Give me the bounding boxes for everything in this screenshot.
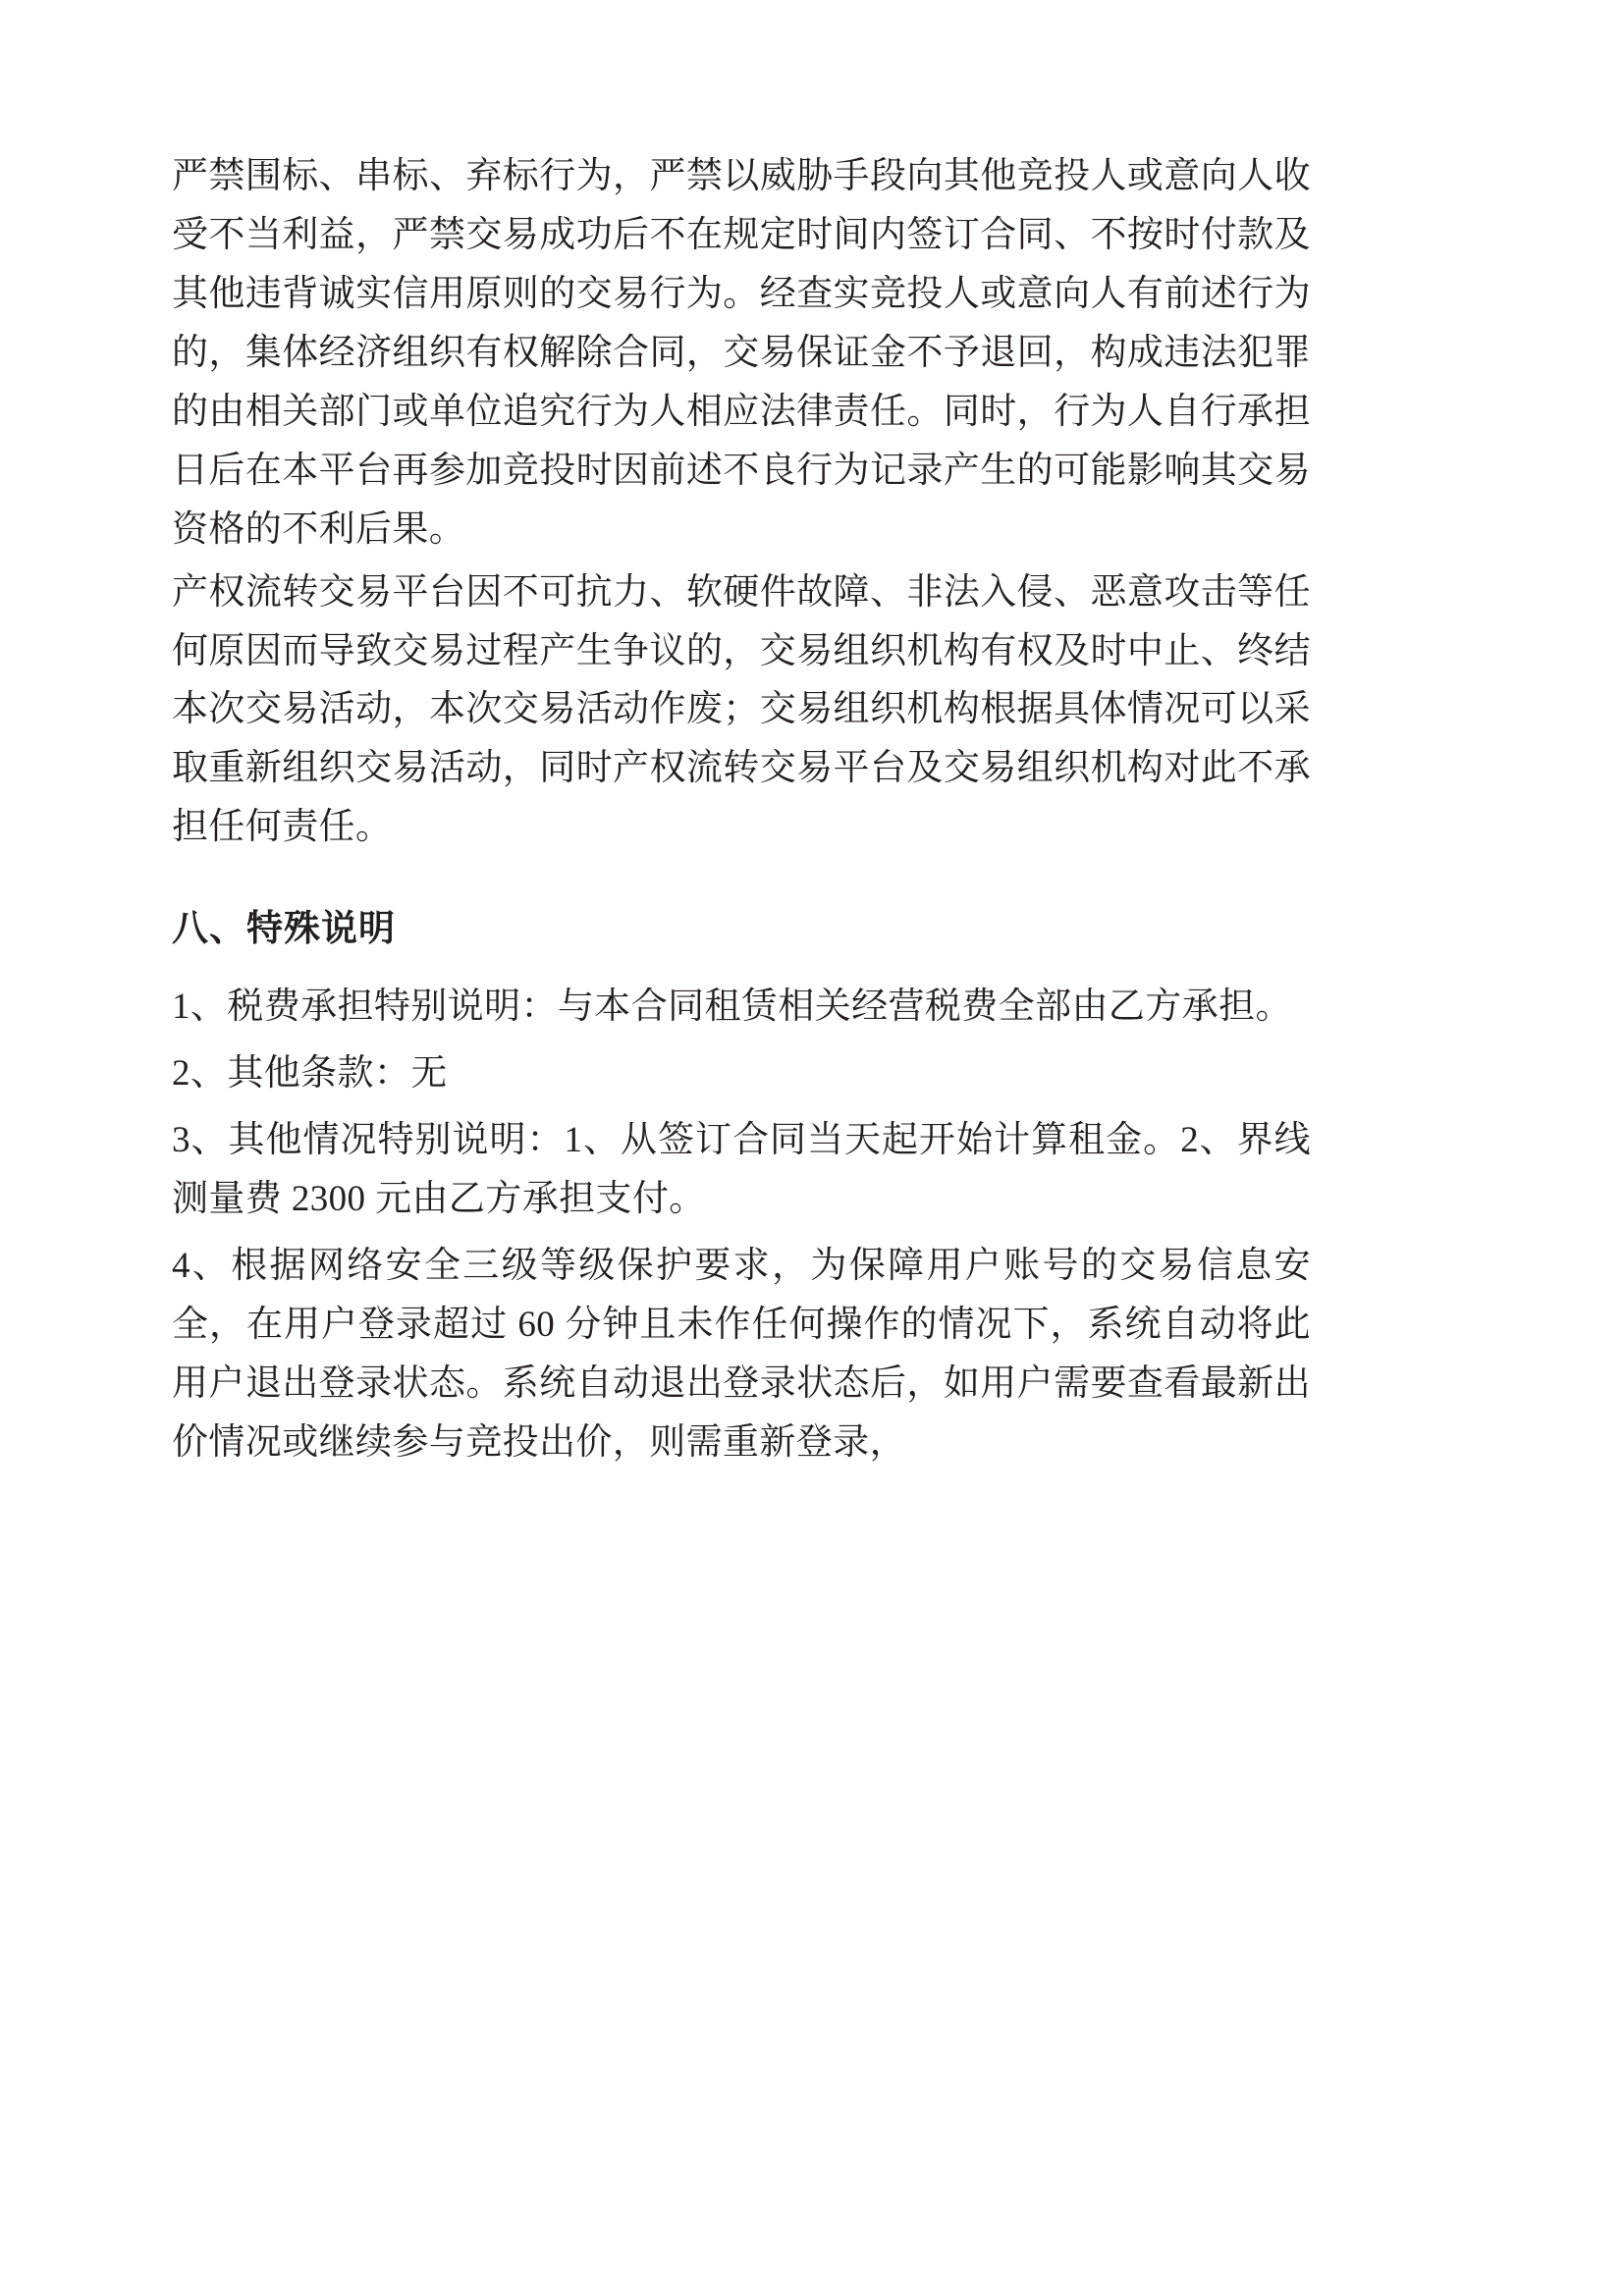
section-heading-special-notes: 八、特殊说明 [172, 909, 396, 950]
list-item: 2、其他条款：无 [172, 1053, 448, 1095]
heading-spacer [172, 958, 1311, 978]
document-body [172, 147, 1311, 1472]
section-spacer [172, 857, 1311, 900]
paragraph-force-majeure: 产权流转交易平台因不可抗力、软硬件故障、非法入侵、恶意攻击等任何原因而导致交易过程产生争议的，交易组织机构有权及时中止、终结本次交易活动，本次交易活动作废；交易组织机构根据具体情况可以采取重新组织交易活动，同时产权流转交易平台及交易组织机构对此不承担任何责任。 [172, 571, 1311, 848]
list-item: 4、根据网络安全三级等级保护要求，为保障用户账号的交易信息安全，在用户登录超过 60 分钟且未作任何操作的情况下，系统自动将此用户退出登录状态。系统自动退出登录状态后，如用户需要查看最新出价情况或继续参与竞投出价，则需重新登录， [172, 1246, 1311, 1463]
paragraph-prohibitions: 严禁围标、串标、弃标行为，严禁以威胁手段向其他竞投人或意向人收受不当利益，严禁交易成功后不在规定时间内签订合同、不按时付款及其他违背诚实信用原则的交易行为。经查实竞投人或意向人有前述行为的，集体经济组织有权解除合同，交易保证金不予退回，构成违法犯罪的由相关部门或单位追究行为人相应法律责任。同时，行为人自行承担日后在本平台再参加竞投时因前述不良行为记录产生的可能影响其交易资格的不利后果。 [172, 156, 1311, 550]
list-item: 1、税费承担特别说明：与本合同租赁相关经营税费全部由乙方承担。 [172, 987, 1292, 1028]
special-notes-list [172, 978, 1311, 1472]
list-item: 3、其他情况特别说明：1、从签订合同当天起开始计算租金。2、界线测量费 2300 元由乙方承担支付。 [172, 1120, 1311, 1220]
